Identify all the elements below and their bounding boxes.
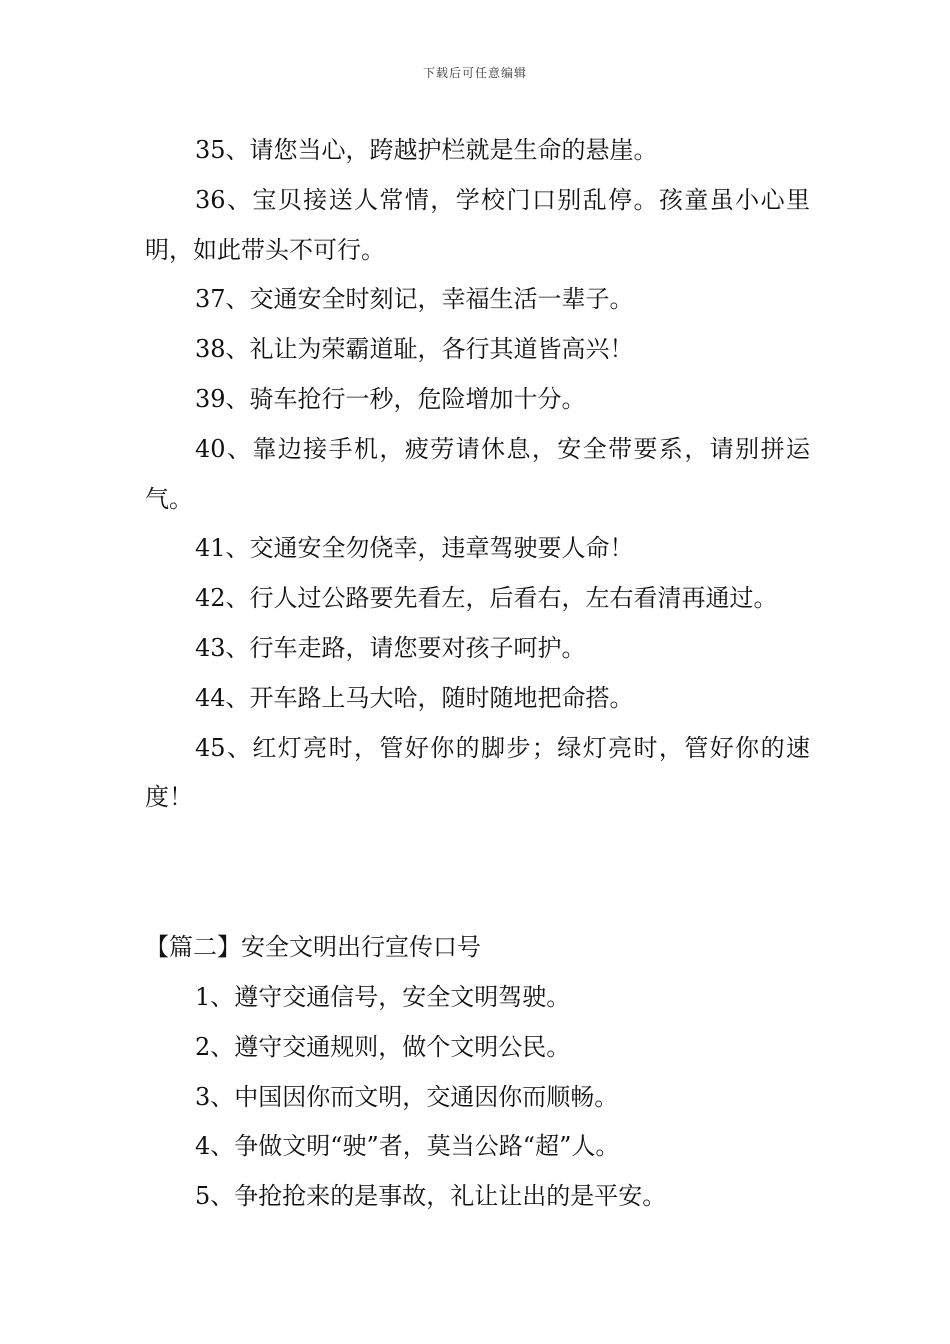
slogan-4: 4、争做文明“驶”者，莫当公路“超”人。 (195, 1132, 620, 1161)
slogan-41: 41、交通安全勿侥幸，违章驾驶要人命！ (195, 534, 634, 563)
slogan-44: 44、开车路上马大哈，随时随地把命搭。 (195, 683, 634, 712)
slogan-43: 43、行车走路，请您要对孩子呵护。 (195, 633, 586, 662)
slogan-3: 3、中国因你而文明，交通因你而顺畅。 (195, 1082, 619, 1111)
section-spacer (145, 823, 810, 923)
slogan-5: 5、争抢抢来的是事故，礼让让出的是平安。 (195, 1182, 667, 1211)
page-header: 下载后可任意编辑 (422, 66, 527, 80)
slogan-45: 45、红灯亮时，管好你的脚步；绿灯亮时，管好你的速度！ (145, 733, 810, 812)
slogan-39: 39、骑车抢行一秒，危险增加十分。 (195, 384, 586, 413)
slogan-1: 1、遵守交通信号，安全文明驾驶。 (195, 982, 571, 1011)
slogan-40: 40、靠边接手机，疲劳请休息，安全带要系，请别拼运气。 (145, 434, 810, 513)
slogan-36: 36、宝贝接送人常情，学校门口别乱停。孩童虽小心里明，如此带头不可行。 (145, 185, 810, 264)
document-body (145, 126, 810, 1222)
slogan-38: 38、礼让为荣霸道耻，各行其道皆高兴！ (195, 335, 634, 364)
slogan-37: 37、交通安全时刻记，幸福生活一辈子。 (195, 285, 634, 314)
section-heading: 【篇二】安全文明出行宣传口号 (145, 933, 481, 962)
slogan-2: 2、遵守交通规则，做个文明公民。 (195, 1032, 571, 1061)
slogan-35: 35、请您当心，跨越护栏就是生命的悬崖。 (195, 136, 658, 164)
slogan-42: 42、行人过公路要先看左，后看右，左右看清再通过。 (195, 584, 778, 613)
